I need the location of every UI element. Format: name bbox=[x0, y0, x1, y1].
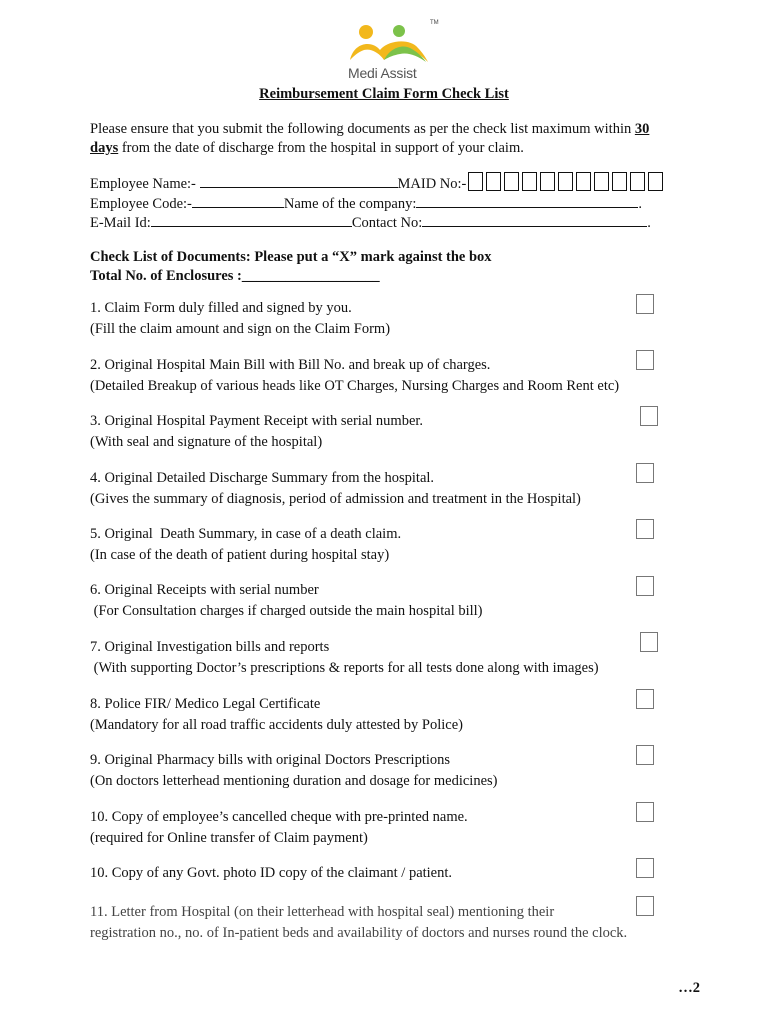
company-name-field[interactable] bbox=[416, 194, 638, 208]
checklist-item-8: 8. Police FIR/ Medico Legal Certificate (Mandatory for all road traffic accidents duly attested by Police) bbox=[90, 696, 463, 733]
checkbox-item-11[interactable] bbox=[636, 896, 654, 916]
checkbox-item-8[interactable] bbox=[636, 689, 654, 709]
contact-dot: . bbox=[647, 215, 651, 231]
checklist-item-2: 2. Original Hospital Main Bill with Bill No. and break up of charges. (Detailed Breakup of various heads like OT Charges, Nursing Charges and Room Rent etc) bbox=[90, 357, 620, 394]
checklist-item-1: 1. Claim Form duly filled and signed by you. (Fill the claim amount and sign on the Claim Form) bbox=[90, 300, 391, 337]
employee-name-label: Employee Name:- bbox=[90, 176, 196, 192]
employee-code-label: Employee Code:- bbox=[90, 196, 192, 212]
checklist-item-6: 6. Original Receipts with serial number (For Consultation charges if charged outside the main hospital bill) bbox=[90, 582, 483, 619]
contact-field[interactable] bbox=[422, 213, 647, 227]
trademark-mark: TM bbox=[430, 20, 439, 26]
employee-name-field[interactable] bbox=[200, 174, 398, 188]
maid-no-boxes[interactable] bbox=[468, 172, 666, 196]
checkbox-item-5[interactable] bbox=[636, 519, 654, 539]
checklist-item-10: 10. Copy of employee’s cancelled cheque with pre-printed name. (required for Online transfer of Claim payment) bbox=[90, 809, 468, 846]
page-number: …2 bbox=[678, 980, 700, 996]
logo-figures-icon bbox=[344, 18, 444, 68]
employee-name-row bbox=[90, 172, 666, 196]
intro-deadline: 30 days bbox=[90, 121, 650, 156]
total-enclosures: Total No. of Enclosures :___________________ bbox=[90, 268, 380, 284]
checkbox-item-10b[interactable] bbox=[636, 858, 654, 878]
checkbox-item-6[interactable] bbox=[636, 576, 654, 596]
contact-label: Contact No: bbox=[351, 215, 423, 231]
employee-code-row bbox=[90, 194, 642, 213]
checkbox-item-10[interactable] bbox=[636, 802, 654, 822]
checkbox-item-7[interactable] bbox=[640, 632, 658, 652]
checkbox-item-4[interactable] bbox=[636, 463, 654, 483]
medi-assist-logo bbox=[344, 18, 444, 80]
logo-text: Medi Assist bbox=[348, 65, 417, 81]
company-name-label: Name of the company: bbox=[283, 196, 417, 212]
checklist-item-4: 4. Original Detailed Discharge Summary from the hospital. (Gives the summary of diagnosis, period of admission and treatment in the Hospital) bbox=[90, 470, 581, 507]
checklist-item-10b: 10. Copy of any Govt. photo ID copy of the claimant / patient. bbox=[90, 865, 453, 881]
checkbox-item-9[interactable] bbox=[636, 745, 654, 765]
email-field[interactable] bbox=[151, 213, 352, 227]
checklist-instruction: Check List of Documents: Please put a “X” mark against the box bbox=[90, 249, 492, 265]
checkbox-item-1[interactable] bbox=[636, 294, 654, 314]
checklist-item-11: 11. Letter from Hospital (on their letterhead with hospital seal) mentioning their registration no., no. of In-patient beds and availability of doctors and nurses round the clock. bbox=[90, 904, 628, 941]
checklist-heading bbox=[90, 248, 492, 286]
checklist-item-3: 3. Original Hospital Payment Receipt with serial number. (With seal and signature of the hospital) bbox=[90, 413, 424, 450]
maid-no-label: MAID No:- bbox=[397, 176, 467, 192]
page-title: Reimbursement Claim Form Check List bbox=[259, 86, 509, 102]
intro-text-end: from the date of discharge from the hospital in support of your claim. bbox=[118, 139, 524, 156]
checkbox-item-2[interactable] bbox=[636, 350, 654, 370]
email-label: E-Mail Id: bbox=[90, 215, 151, 231]
employee-code-field[interactable] bbox=[192, 194, 284, 208]
checkbox-item-3[interactable] bbox=[640, 406, 658, 426]
intro-text: Please ensure that you submit the following documents as per the check list maximum within bbox=[90, 121, 635, 137]
email-row bbox=[90, 213, 651, 232]
checklist-item-7: 7. Original Investigation bills and reports (With supporting Doctor’s prescriptions & reports for all tests done along with images) bbox=[90, 639, 599, 676]
company-dot: . bbox=[638, 196, 642, 212]
checklist-item-9: 9. Original Pharmacy bills with original Doctors Prescriptions (On doctors letterhead mentioning duration and dosage for medicines) bbox=[90, 752, 498, 789]
intro-paragraph bbox=[90, 120, 680, 157]
checklist-item-5: 5. Original Death Summary, in case of a death claim. (In case of the death of patient during hospital stay) bbox=[90, 526, 402, 563]
